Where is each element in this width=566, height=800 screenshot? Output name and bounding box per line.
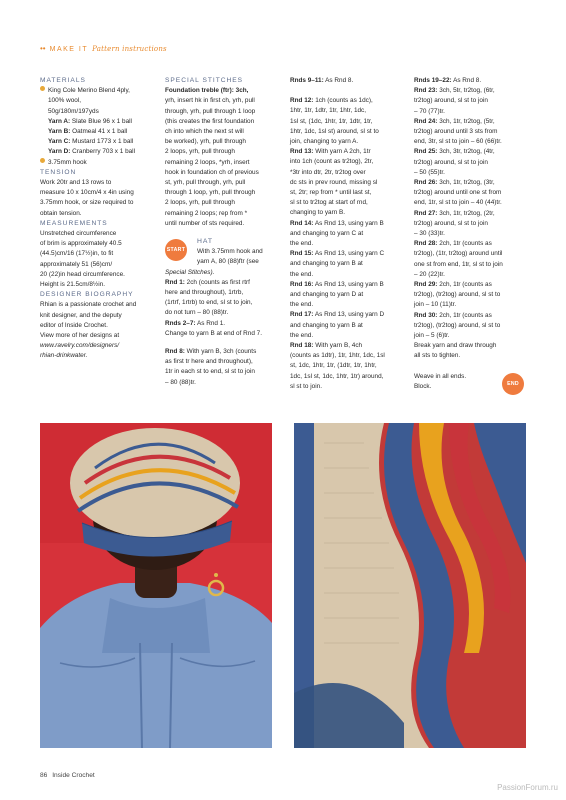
pattern-line: all sts to tighten. xyxy=(414,352,461,360)
measurements-line: (44.5)cm/16 (17½)in, to fit xyxy=(40,250,114,258)
materials-line: 50g/180m/197yds xyxy=(48,107,99,115)
measurements-line: 20 (22)in head circumference. xyxy=(40,270,125,278)
pattern-line: and changing to yarn B at xyxy=(290,260,363,268)
measurements-line: approximately 51 (56)cm/ xyxy=(40,260,113,268)
round-label: Rnd 27: xyxy=(414,209,438,217)
special-line: hook in foundation ch of previous xyxy=(165,168,259,176)
special-line: Foundation treble (ftr): 3ch, xyxy=(165,87,249,95)
hook-line: 3.75mm hook xyxy=(40,158,158,168)
round-label: Rnd 26: xyxy=(414,179,438,187)
yarn-label: Yarn B: xyxy=(48,128,71,136)
pattern-line: Block. xyxy=(414,382,432,390)
special-line: (this creates the first foundation xyxy=(165,117,255,125)
designer-line: Rhian is a passionate crochet and xyxy=(40,301,137,309)
pattern-line: Rnd 14: As Rnd 13, using yarn B xyxy=(290,219,384,227)
special-line: ch into which the next st will xyxy=(165,128,244,136)
pattern-line: tr2tog) around, sl st to join xyxy=(414,97,488,105)
special-line: be worked), yrh, pull through xyxy=(165,138,246,146)
tension-line: 3.75mm hook, or size required to xyxy=(40,199,134,207)
pattern-line: st, 2tr; rep from * until last st, xyxy=(290,189,372,197)
rnd8-line: – 80 (88)tr. xyxy=(165,378,196,386)
pattern-line: 1sl st, (1dc, 1htr, 1tr, 1dtr, 1tr, xyxy=(290,117,373,125)
hat-line: Rnds 2–7: As Rnd 1. xyxy=(165,319,226,327)
pattern-line: join – 10 (11)tr. xyxy=(414,301,457,309)
pattern-line: tr2tog) around, sl st to join xyxy=(414,219,488,227)
pattern-line: Rnd 23: 3ch, 5tr, tr2tog, (6tr, xyxy=(414,87,495,95)
hat-line: Rnd 1: 2ch (counts as first rtrf xyxy=(165,278,250,286)
header-title: MAKE IT xyxy=(49,46,89,53)
pattern-line: sl st to join. xyxy=(290,382,322,390)
pattern-line: st, 1dc, 1htr, 1tr, (1dtr, 1tr, 1htr, xyxy=(290,362,377,370)
yarn-a-line: Yarn A: Slate Blue 96 x 1 ball xyxy=(48,117,132,125)
special-line: remaining 2 loops; rep from * xyxy=(165,209,248,217)
special-line: yrh, insert hk in first ch, yrh, pull xyxy=(165,97,255,105)
yarn-label: Yarn A: xyxy=(48,117,71,125)
hat-line: Special Stitches). xyxy=(165,268,215,276)
designer-heading: DESIGNER BIOGRAPHY xyxy=(40,291,134,299)
round-label: Rnds 2–7: xyxy=(165,319,196,327)
pattern-line: Weave in all ends. xyxy=(414,372,467,380)
round-label: Rnd 12: xyxy=(290,97,314,105)
hat-photo-illustration xyxy=(40,423,272,748)
round-label: Rnd 25: xyxy=(414,148,438,156)
round-label: Rnd 28: xyxy=(414,240,438,248)
round-label: Rnds 19–22: xyxy=(414,77,452,84)
pattern-line: end, 3tr, sl st to join – 60 (66)tr. xyxy=(414,138,502,146)
special-line: st, yrh, pull through, yrh, pull xyxy=(165,179,246,187)
column-rounds-9-18 xyxy=(290,76,410,392)
pattern-line: changing to yarn B. xyxy=(290,209,346,217)
column-materials xyxy=(40,76,158,362)
pattern-line: and changing to yarn D at xyxy=(290,291,364,299)
column-rounds-19-30 xyxy=(414,76,539,392)
round-label: Rnd 16: xyxy=(290,280,314,288)
pattern-line: the end. xyxy=(290,240,314,248)
pattern-line: join, changing to yarn A. xyxy=(290,138,359,146)
round-label: Rnd 8: xyxy=(165,348,185,356)
hat-line: here and throughout), 1rtrb, xyxy=(165,289,244,297)
pattern-line: the end. xyxy=(290,331,314,339)
yarn-c-line: Yarn C: Mustard 1773 x 1 ball xyxy=(48,138,134,146)
tension-heading: TENSION xyxy=(40,168,77,176)
pattern-line: Rnd 15: As Rnd 13, using yarn C xyxy=(290,250,385,258)
pattern-line: the end. xyxy=(290,270,314,278)
watermark: PassionForum.ru xyxy=(497,783,558,792)
round-label: Rnd 15: xyxy=(290,250,314,258)
pattern-line: 1htr, 1tr, 1dtr, 1tr, 1htr, 1dc, xyxy=(290,107,367,115)
hat-line: (1rtrf, 1rtrb) to end, sl st to join, xyxy=(165,299,253,307)
special-line: remaining 2 loops, *yrh, insert xyxy=(165,158,250,166)
header-arrows-icon: •• xyxy=(40,44,46,53)
designer-line: editor of Inside Crochet. xyxy=(40,321,108,329)
pattern-line: Rnd 29: 2ch, 1tr (counts as xyxy=(414,281,492,289)
materials-line: 100% wool, xyxy=(48,97,82,105)
start-badge: START xyxy=(165,239,187,261)
pattern-line: – 50 (55)tr. xyxy=(414,168,445,176)
hat-line: do not turn – 80 (88)tr. xyxy=(165,309,229,317)
pattern-line: and changing to yarn B at xyxy=(290,321,363,329)
end-badge: END xyxy=(502,373,524,395)
round-label: Rnd 30: xyxy=(414,311,438,319)
round-label: Rnd 14: xyxy=(290,219,314,227)
hat-photo xyxy=(40,423,272,748)
round-label: Rnds 9–11: xyxy=(290,77,324,84)
pattern-line: *3tr into dtr, 2tr, tr2tog over xyxy=(290,168,366,176)
pattern-line: Rnd 12: 1ch (counts as 1dc), xyxy=(290,97,373,105)
swatch-photo xyxy=(294,423,526,748)
round-label: Rnd 23: xyxy=(414,87,438,95)
materials-heading: MATERIALS xyxy=(40,77,86,84)
designer-link[interactable]: www.ravelry.com/designers/ xyxy=(40,342,120,350)
round-label: Rnd 18: xyxy=(290,342,314,350)
pattern-line: into 1ch (count as tr2tog), 2tr, xyxy=(290,158,374,166)
special-line: through 1 loop, yrh, pull through xyxy=(165,189,256,197)
yarn-label: Yarn D: xyxy=(48,148,71,156)
column-special-stitches xyxy=(165,76,285,388)
pattern-line xyxy=(290,86,410,96)
materials-line: King Cole Merino Blend 4ply, xyxy=(40,86,158,96)
special-line: through, yrh, pull through 1 loop xyxy=(165,107,256,115)
pattern-line: end, 1tr, sl st to join – 40 (44)tr. xyxy=(414,199,502,207)
hat-line: yarn A, 80 (88)ftr (see xyxy=(197,258,259,266)
pattern-line: dc sts in prev round, missing sl xyxy=(290,178,378,186)
pattern-line: the end. xyxy=(290,301,314,309)
page-footer xyxy=(40,772,95,779)
pattern-line: Rnd 25: 3ch, 3tr, tr2tog, (4tr, xyxy=(414,148,495,156)
pattern-line: Rnds 9–11: As Rnd 8. xyxy=(290,77,354,84)
pattern-line: Rnd 27: 3ch, 1tr, tr2tog, (2tr, xyxy=(414,209,495,217)
bullet-icon xyxy=(40,158,45,163)
special-stitches-heading: SPECIAL STITCHES xyxy=(165,77,244,84)
round-label: Rnd 17: xyxy=(290,311,314,319)
pattern-line: – 30 (33)tr. xyxy=(414,230,445,238)
tension-line: Work 20tr and 13 rows to xyxy=(40,179,112,187)
yarn-label: Yarn C: xyxy=(48,138,71,146)
hat-heading: HAT xyxy=(197,238,214,246)
pattern-line: Rnds 19–22: As Rnd 8. xyxy=(414,77,482,84)
pattern-line: one st from end, 1tr, sl st to join xyxy=(414,260,503,268)
rnd8-line: as first tr here and throughout), xyxy=(165,358,253,366)
pattern-line: tr2tog), (tr2tog) around, sl st to xyxy=(414,321,501,329)
pattern-line: tr2tog) around until one st from xyxy=(414,189,502,197)
hat-line: With 3.75mm hook and xyxy=(197,248,263,256)
round-label: Rnd 24: xyxy=(414,117,438,125)
measurements-heading: MEASUREMENTS xyxy=(40,219,108,227)
page-number: 86 xyxy=(40,772,48,779)
pattern-line: tr2tog) around until 3 sts from xyxy=(414,128,498,136)
header-subtitle: Pattern instructions xyxy=(92,45,167,53)
bullet-icon xyxy=(40,86,45,91)
hat-section xyxy=(165,237,285,268)
section-header xyxy=(40,44,167,53)
pattern-line: tr2tog), (1tr, tr2tog) around until xyxy=(414,250,503,258)
pattern-line: tr2tog), (tr2tog) around, sl st to xyxy=(414,291,501,299)
pattern-line: – 20 (22)tr. xyxy=(414,270,445,278)
pattern-line: – 70 (77)tr. xyxy=(414,107,445,115)
pattern-line: 1htr, 1dc, 1sl st) around, sl st to xyxy=(290,127,379,135)
tension-line: obtain tension. xyxy=(40,209,82,217)
pattern-line: sl st to tr2tog at start of rnd, xyxy=(290,199,368,207)
pattern-line: 1dc, 1sl st, 1dc, 1htr, 1tr) around, xyxy=(290,372,384,380)
designer-line: knit designer, and the deputy xyxy=(40,311,122,319)
pattern-line: Rnd 13: With yarn A 2ch, 1tr xyxy=(290,148,371,156)
hat-line: Change to yarn B at end of Rnd 7. xyxy=(165,329,262,337)
round-label: Rnd 29: xyxy=(414,281,438,289)
pattern-line: join – 5 (6)tr. xyxy=(414,332,450,340)
designer-link[interactable]: rhian-drinkwater. xyxy=(40,352,88,360)
pattern-line: Break yarn and draw through xyxy=(414,342,497,350)
yarn-b-line: Yarn B: Oatmeal 41 x 1 ball xyxy=(48,128,128,136)
pattern-line: (counts as 1dtr), 1tr, 1htr, 1dc, 1sl xyxy=(290,352,385,360)
pattern-line: and changing to yarn C at xyxy=(290,229,364,237)
measurements-line: Height is 21.5cm/8½in. xyxy=(40,281,106,289)
pattern-line: Rnd 17: As Rnd 13, using yarn D xyxy=(290,311,385,319)
pattern-line: Rnd 18: With yarn B, 4ch xyxy=(290,342,363,350)
special-line: until number of sts required. xyxy=(165,219,245,227)
tension-line: measure 10 x 10cm/4 x 4in using xyxy=(40,189,134,197)
round-label: Rnd 1: xyxy=(165,278,185,286)
rnd8-line: Rnd 8: With yarn B, 3ch (counts xyxy=(165,348,257,356)
pattern-line: Rnd 28: 2ch, 1tr (counts as xyxy=(414,240,492,248)
pattern-line xyxy=(414,362,539,372)
pattern-line: tr2tog) around, sl st to join xyxy=(414,158,488,166)
measurements-line: of brim is approximately 40.5 xyxy=(40,240,122,248)
special-line: 2 loops, yrh, pull through xyxy=(165,199,235,207)
round-label: Rnd 13: xyxy=(290,148,314,156)
pattern-line: Rnd 16: As Rnd 13, using yarn B xyxy=(290,280,384,288)
swatch-photo-illustration xyxy=(294,423,526,748)
magazine-name: Inside Crochet xyxy=(52,772,95,779)
measurements-line: Unstretched circumference xyxy=(40,230,117,238)
pattern-line: Rnd 24: 3ch, 1tr, tr2tog, (5tr, xyxy=(414,117,495,125)
yarn-d-line: Yarn D: Cranberry 703 x 1 ball xyxy=(48,148,136,156)
rnd8-line: 1tr in each st to end, sl st to join xyxy=(165,368,255,376)
special-line: 2 loops, yrh, pull through xyxy=(165,148,235,156)
pattern-line: Rnd 30: 2ch, 1tr (counts as xyxy=(414,311,492,319)
designer-line: View more of her designs at xyxy=(40,332,120,340)
pattern-line: Rnd 26: 3ch, 1tr, tr2tog, (3tr, xyxy=(414,179,495,187)
